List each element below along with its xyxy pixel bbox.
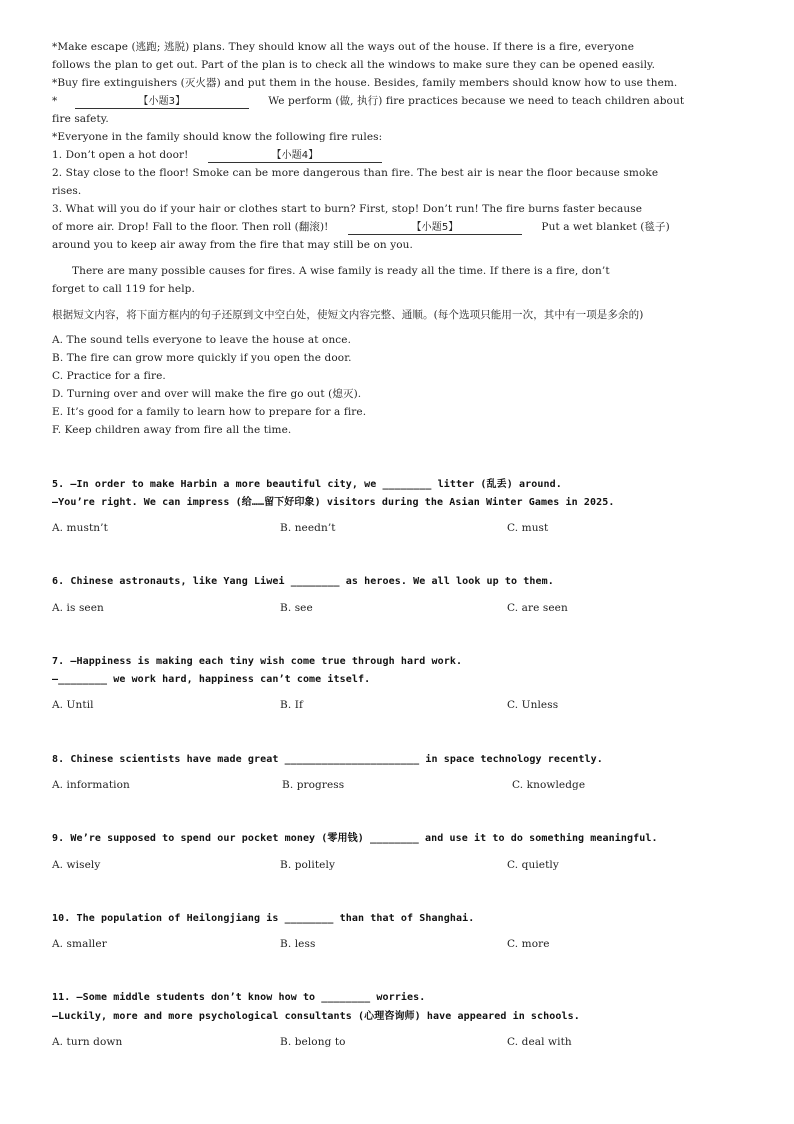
choice-option: B. The fire can grow more quickly if you open the door.: [52, 352, 352, 364]
passage-line: forget to call 119 for help.: [52, 283, 195, 295]
question-stem: 10. The population of Heilongjiang is ________ than that of Shanghai.: [52, 913, 475, 924]
bullet-star: *: [52, 95, 58, 107]
question-stem: 8. Chinese scientists have made great ______________________ in space technology recently.: [52, 754, 603, 765]
passage-line-blank5: [52, 220, 670, 235]
answer-option-b: B. see: [280, 602, 313, 614]
passage-line: 2. Stay close to the floor! Smoke can be more dangerous than fire. The best air is near the floor because smoke: [52, 167, 659, 179]
choice-option: C. Practice for a fire.: [52, 370, 166, 382]
blank-4: 【小题4】: [208, 150, 382, 163]
question-stem: 7. —Happiness is making each tiny wish come true through hard work.: [52, 656, 463, 667]
choice-option: A. The sound tells everyone to leave the house at once.: [52, 334, 352, 346]
answer-option-c: C. quietly: [507, 859, 559, 871]
question-stem: —You’re right. We can impress (给……留下好印象) visitors during the Asian Winter Games in 2025.: [52, 497, 615, 508]
answer-option-a: A. is seen: [52, 602, 104, 614]
answer-option-a: A. turn down: [52, 1036, 123, 1048]
answer-option-b: B. less: [280, 938, 316, 950]
choice-option: E. It’s good for a family to learn how to prepare for a fire.: [52, 406, 367, 418]
answer-option-a: A. wisely: [52, 859, 101, 871]
passage-line: *Everyone in the family should know the following fire rules:: [52, 131, 383, 143]
passage-line-blank3: [52, 94, 684, 109]
answer-option-b: B. progress: [282, 779, 345, 791]
passage-line: *Make escape (逃跑; 逃脱) plans. They should know all the ways out of the house. If there is a fire, everyone: [52, 41, 635, 53]
passage-text: of more air. Drop! Fall to the floor. Then roll (翻滚)!: [52, 221, 329, 233]
instruction-text: 根据短文内容，将下面方框内的句子还原到文中空白处，使短文内容完整、通顺。(每个选项只能用一次，其中有一项是多余的): [52, 309, 644, 321]
question-stem: 5. —In order to make Harbin a more beautiful city, we ________ litter (乱丢) around.: [52, 479, 562, 490]
answer-option-c: C. must: [507, 522, 549, 534]
answer-option-c: C. more: [507, 938, 550, 950]
answer-option-c: C. deal with: [507, 1036, 572, 1048]
passage-line: *Buy fire extinguishers (灭火器) and put them in the house. Besides, family members should know how to use them.: [52, 77, 678, 89]
question-stem: 6. Chinese astronauts, like Yang Liwei ________ as heroes. We all look up to them.: [52, 576, 554, 587]
passage-line: around you to keep air away from the fire that may still be on you.: [52, 239, 413, 251]
answer-option-b: B. If: [280, 699, 303, 711]
passage-line: follows the plan to get out. Part of the plan is to check all the windows to make sure they can be opened easily.: [52, 59, 656, 71]
answer-option-b: B. belong to: [280, 1036, 346, 1048]
answer-option-a: A. smaller: [52, 938, 107, 950]
blank-3: 【小题3】: [75, 96, 249, 109]
answer-option-a: A. mustn’t: [52, 522, 108, 534]
choice-option: F. Keep children away from fire all the time.: [52, 424, 292, 436]
passage-line: rises.: [52, 185, 82, 197]
passage-text: 1. Don’t open a hot door!: [52, 149, 189, 161]
passage-line-blank4: [52, 148, 382, 163]
passage-text: Put a wet blanket (毯子): [541, 221, 670, 233]
answer-option-a: A. information: [52, 779, 130, 791]
question-stem: 9. We’re supposed to spend our pocket money (零用钱) ________ and use it to do something meaningful.: [52, 833, 658, 844]
question-stem: —________ we work hard, happiness can’t come itself.: [52, 674, 371, 685]
answer-option-a: A. Until: [52, 699, 94, 711]
passage-line: 3. What will you do if your hair or clothes start to burn? First, stop! Don’t run! The fire burns faster because: [52, 203, 643, 215]
answer-option-b: B. politely: [280, 859, 335, 871]
answer-option-b: B. needn’t: [280, 522, 336, 534]
passage-line: fire safety.: [52, 113, 109, 125]
answer-option-c: C. are seen: [507, 602, 568, 614]
answer-option-c: C. knowledge: [512, 779, 586, 791]
question-stem: —Luckily, more and more psychological consultants (心理咨询师) have appeared in schools.: [52, 1011, 580, 1022]
question-stem: 11. —Some middle students don’t know how to ________ worries.: [52, 992, 426, 1003]
passage-text: We perform (做, 执行) fire practices because we need to teach children about: [268, 95, 685, 107]
passage-line: There are many possible causes for fires. A wise family is ready all the time. If there is a fire, don’t: [72, 265, 610, 277]
choice-option: D. Turning over and over will make the fire go out (熄灭).: [52, 388, 362, 400]
blank-5: 【小题5】: [348, 222, 522, 235]
answer-option-c: C. Unless: [507, 699, 559, 711]
